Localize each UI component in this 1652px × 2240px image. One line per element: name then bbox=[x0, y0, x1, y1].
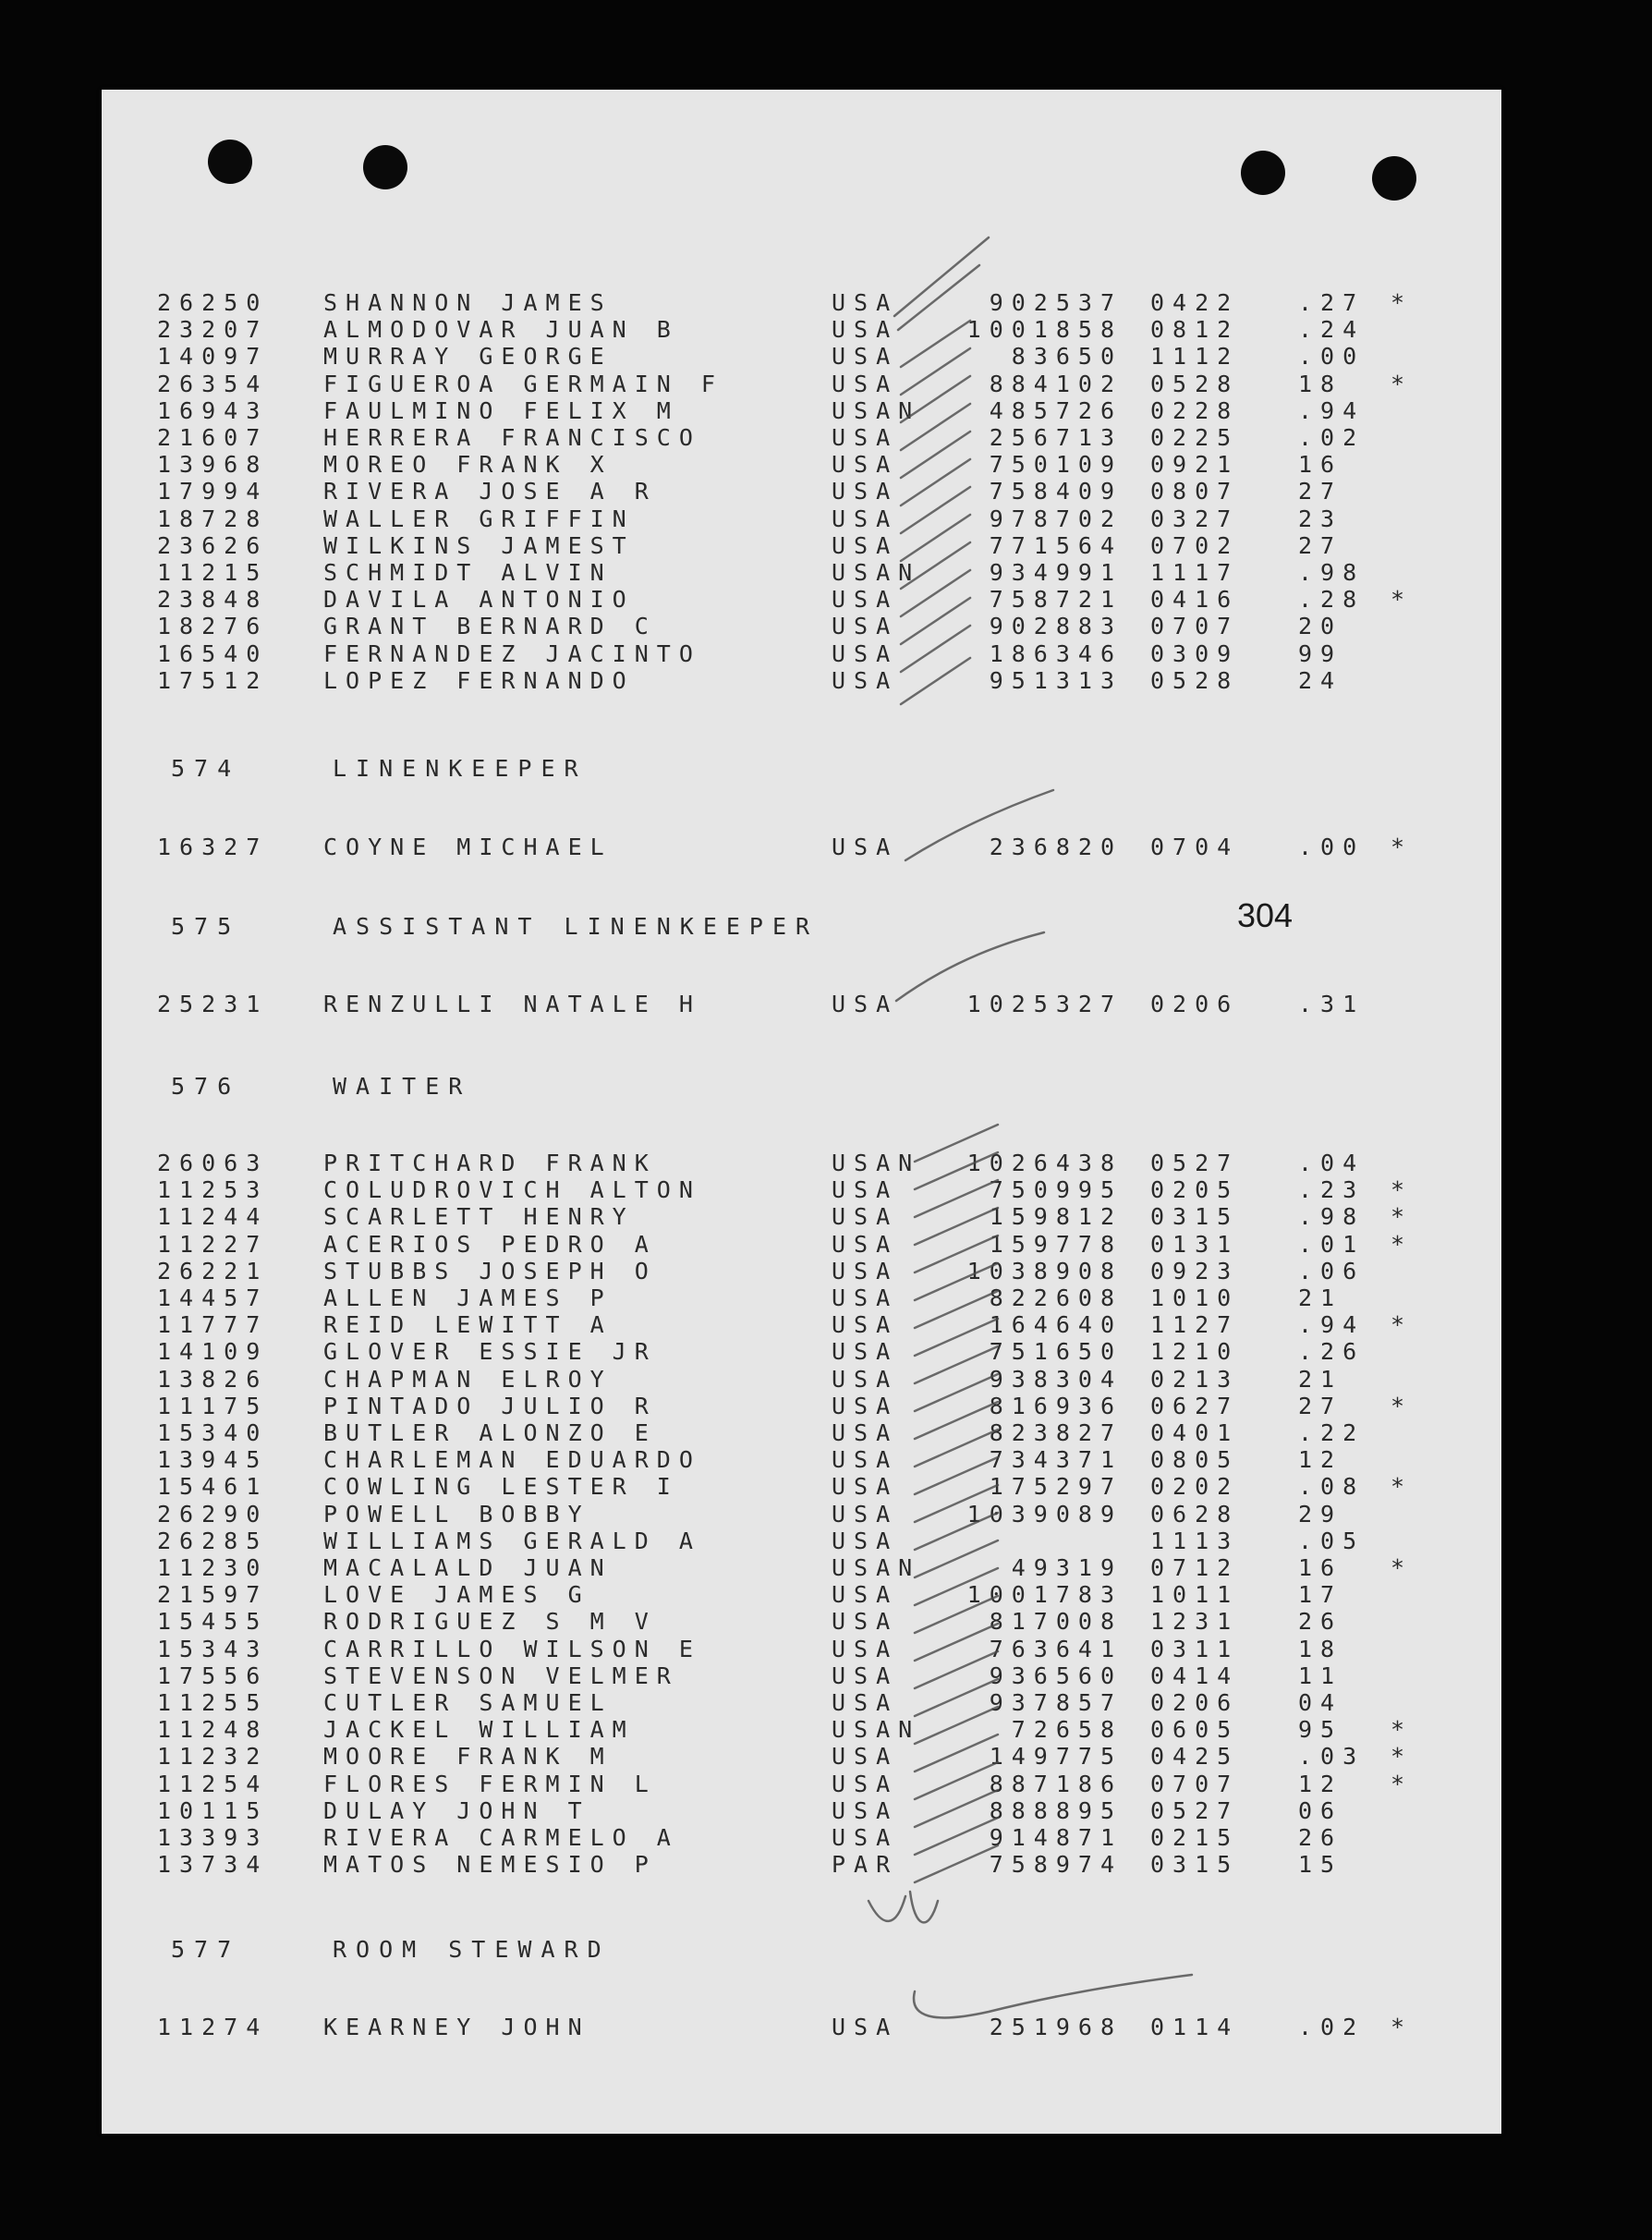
punch-hole bbox=[363, 145, 407, 189]
crew-name: WILLIAMS GERALD A bbox=[323, 1527, 701, 1554]
crew-name: KEARNEY JOHN bbox=[323, 2014, 590, 2040]
citizenship: USA bbox=[832, 1608, 899, 1636]
citizenship: USA bbox=[832, 1581, 899, 1609]
crew-name: JACKEL WILLIAM bbox=[323, 1716, 635, 1744]
amount: 18 bbox=[1298, 370, 1343, 397]
crew-number: 26354 bbox=[157, 370, 269, 397]
date-code: 0311 bbox=[1150, 1635, 1240, 1662]
amount: .00 bbox=[1298, 343, 1366, 371]
citizenship: USA bbox=[832, 343, 899, 371]
date-code: 0213 bbox=[1150, 1365, 1240, 1393]
date-code: 0309 bbox=[1150, 639, 1240, 667]
citizenship: USA bbox=[832, 1338, 899, 1366]
document-number: 83650 bbox=[1011, 343, 1123, 371]
crew-number: 11215 bbox=[157, 559, 269, 586]
crew-name: MOORE FRANK M bbox=[323, 1743, 613, 1771]
document-number: 72658 bbox=[1011, 1716, 1123, 1744]
crew-name: ACERIOS PEDRO A bbox=[323, 1230, 657, 1258]
manifest-page bbox=[102, 90, 1501, 2134]
amount: .26 bbox=[1298, 1338, 1366, 1366]
date-code: 0114 bbox=[1150, 2014, 1240, 2040]
citizenship: USAN bbox=[832, 1716, 921, 1744]
document-number: 888895 bbox=[989, 1796, 1123, 1824]
crew-number: 14109 bbox=[157, 1338, 269, 1366]
punch-hole bbox=[208, 140, 252, 184]
citizenship: USA bbox=[832, 1743, 899, 1771]
citizenship: USA bbox=[832, 991, 899, 1017]
amount: .00 bbox=[1298, 834, 1366, 860]
citizenship: USA bbox=[832, 451, 899, 479]
asterisk-mark: * bbox=[1391, 1473, 1414, 1501]
crew-number: 15455 bbox=[157, 1608, 269, 1636]
date-code: 0707 bbox=[1150, 1770, 1240, 1797]
date-code: 0527 bbox=[1150, 1150, 1240, 1176]
document-number: 902883 bbox=[989, 613, 1123, 640]
citizenship: USA bbox=[832, 1770, 899, 1797]
citizenship: USA bbox=[832, 1796, 899, 1824]
date-code: 0627 bbox=[1150, 1392, 1240, 1419]
amount: 16 bbox=[1298, 451, 1343, 479]
document-number: 750995 bbox=[989, 1176, 1123, 1204]
amount: 26 bbox=[1298, 1608, 1343, 1636]
crew-number: 11274 bbox=[157, 2014, 269, 2040]
citizenship: USA bbox=[832, 478, 899, 505]
asterisk-mark: * bbox=[1391, 834, 1414, 860]
asterisk-mark: * bbox=[1391, 1770, 1414, 1797]
date-code: 0425 bbox=[1150, 1743, 1240, 1771]
document-number: 938304 bbox=[989, 1365, 1123, 1393]
crew-number: 18276 bbox=[157, 613, 269, 640]
amount: 11 bbox=[1298, 1662, 1343, 1689]
crew-name: WILKINS JAMEST bbox=[323, 531, 635, 559]
date-code: 0225 bbox=[1150, 424, 1240, 451]
date-code: 0315 bbox=[1150, 1851, 1240, 1879]
section-code: 575 bbox=[171, 913, 241, 940]
amount: 99 bbox=[1298, 639, 1343, 667]
document-number: 951313 bbox=[989, 666, 1123, 694]
citizenship: PAR bbox=[832, 1851, 899, 1879]
amount: .94 bbox=[1298, 396, 1366, 424]
punch-hole bbox=[1241, 151, 1285, 195]
crew-number: 26285 bbox=[157, 1527, 269, 1554]
citizenship: USA bbox=[832, 1419, 899, 1446]
document-number: 817008 bbox=[989, 1608, 1123, 1636]
crew-number: 26221 bbox=[157, 1257, 269, 1284]
date-code: 0528 bbox=[1150, 666, 1240, 694]
amount: .23 bbox=[1298, 1176, 1366, 1204]
crew-name: FERNANDEZ JACINTO bbox=[323, 639, 701, 667]
crew-number: 25231 bbox=[157, 991, 269, 1017]
crew-name: COLUDROVICH ALTON bbox=[323, 1176, 701, 1204]
amount: 24 bbox=[1298, 666, 1343, 694]
document-number: 758409 bbox=[989, 478, 1123, 505]
document-number: 902537 bbox=[989, 289, 1123, 316]
amount: 95 bbox=[1298, 1716, 1343, 1744]
crew-name: COYNE MICHAEL bbox=[323, 834, 613, 860]
crew-number: 11230 bbox=[157, 1554, 269, 1581]
asterisk-mark: * bbox=[1391, 1176, 1414, 1204]
citizenship: USA bbox=[832, 1392, 899, 1419]
amount: .27 bbox=[1298, 289, 1366, 316]
date-code: 0528 bbox=[1150, 370, 1240, 397]
citizenship: USA bbox=[832, 1203, 899, 1231]
citizenship: USA bbox=[832, 1824, 899, 1851]
crew-number: 13393 bbox=[157, 1824, 269, 1851]
date-code: 0921 bbox=[1150, 451, 1240, 479]
date-code: 1113 bbox=[1150, 1527, 1240, 1554]
crew-number: 11175 bbox=[157, 1392, 269, 1419]
document-number: 914871 bbox=[989, 1824, 1123, 1851]
crew-number: 13734 bbox=[157, 1851, 269, 1879]
crew-name: MOREO FRANK X bbox=[323, 451, 613, 479]
document-number: 159812 bbox=[989, 1203, 1123, 1231]
crew-number: 11777 bbox=[157, 1311, 269, 1339]
date-code: 1112 bbox=[1150, 343, 1240, 371]
section-title: WAITER bbox=[333, 1073, 472, 1100]
citizenship: USAN bbox=[832, 1150, 921, 1176]
date-code: 0805 bbox=[1150, 1446, 1240, 1474]
date-code: 0205 bbox=[1150, 1176, 1240, 1204]
amount: .31 bbox=[1298, 991, 1366, 1017]
date-code: 0202 bbox=[1150, 1473, 1240, 1501]
crew-number: 21607 bbox=[157, 424, 269, 451]
document-number: 750109 bbox=[989, 451, 1123, 479]
document-number: 1039089 bbox=[966, 1500, 1123, 1528]
crew-name: SCHMIDT ALVIN bbox=[323, 559, 613, 586]
crew-number: 11244 bbox=[157, 1203, 269, 1231]
amount: 12 bbox=[1298, 1446, 1343, 1474]
date-code: 1231 bbox=[1150, 1608, 1240, 1636]
date-code: 0131 bbox=[1150, 1230, 1240, 1258]
citizenship: USA bbox=[832, 1257, 899, 1284]
date-code: 1210 bbox=[1150, 1338, 1240, 1366]
document-number: 734371 bbox=[989, 1446, 1123, 1474]
crew-number: 15461 bbox=[157, 1473, 269, 1501]
section-title: ASSISTANT LINENKEEPER bbox=[333, 913, 820, 940]
citizenship: USA bbox=[832, 1284, 899, 1311]
crew-number: 26250 bbox=[157, 289, 269, 316]
crew-number: 13945 bbox=[157, 1446, 269, 1474]
amount: 23 bbox=[1298, 505, 1343, 532]
crew-number: 13826 bbox=[157, 1365, 269, 1393]
date-code: 0527 bbox=[1150, 1796, 1240, 1824]
date-code: 0707 bbox=[1150, 613, 1240, 640]
crew-name: MURRAY GEORGE bbox=[323, 343, 613, 371]
document-number: 1026438 bbox=[966, 1150, 1123, 1176]
date-code: 1010 bbox=[1150, 1284, 1240, 1311]
citizenship: USA bbox=[832, 289, 899, 316]
citizenship: USA bbox=[832, 1500, 899, 1528]
document-number: 937857 bbox=[989, 1689, 1123, 1716]
crew-number: 23207 bbox=[157, 316, 269, 344]
document-number: 1025327 bbox=[966, 991, 1123, 1017]
crew-name: STEVENSON VELMER bbox=[323, 1662, 679, 1689]
crew-name: DAVILA ANTONIO bbox=[323, 586, 635, 614]
crew-name: MACALALD JUAN bbox=[323, 1554, 613, 1581]
date-code: 0712 bbox=[1150, 1554, 1240, 1581]
crew-number: 11248 bbox=[157, 1716, 269, 1744]
date-code: 0923 bbox=[1150, 1257, 1240, 1284]
crew-number: 18728 bbox=[157, 505, 269, 532]
amount: 21 bbox=[1298, 1365, 1343, 1393]
crew-name: HERRERA FRANCISCO bbox=[323, 424, 701, 451]
date-code: 1127 bbox=[1150, 1311, 1240, 1339]
crew-number: 11253 bbox=[157, 1176, 269, 1204]
citizenship: USA bbox=[832, 1365, 899, 1393]
crew-number: 23848 bbox=[157, 586, 269, 614]
crew-name: COWLING LESTER I bbox=[323, 1473, 679, 1501]
crew-name: RIVERA CARMELO A bbox=[323, 1824, 679, 1851]
crew-number: 26290 bbox=[157, 1500, 269, 1528]
section-title: LINENKEEPER bbox=[333, 755, 588, 782]
asterisk-mark: * bbox=[1391, 2014, 1414, 2040]
citizenship: USA bbox=[832, 1635, 899, 1662]
crew-name: PINTADO JULIO R bbox=[323, 1392, 657, 1419]
document-number: 149775 bbox=[989, 1743, 1123, 1771]
document-number: 936560 bbox=[989, 1662, 1123, 1689]
date-code: 0807 bbox=[1150, 478, 1240, 505]
citizenship: USA bbox=[832, 613, 899, 640]
amount: .04 bbox=[1298, 1150, 1366, 1176]
amount: .94 bbox=[1298, 1311, 1366, 1339]
crew-number: 11232 bbox=[157, 1743, 269, 1771]
document-number: 485726 bbox=[989, 396, 1123, 424]
crew-name: CARRILLO WILSON E bbox=[323, 1635, 701, 1662]
amount: .24 bbox=[1298, 316, 1366, 344]
crew-name: STUBBS JOSEPH O bbox=[323, 1257, 657, 1284]
crew-number: 16943 bbox=[157, 396, 269, 424]
crew-name: CUTLER SAMUEL bbox=[323, 1689, 613, 1716]
crew-name: PRITCHARD FRANK bbox=[323, 1150, 657, 1176]
crew-name: SHANNON JAMES bbox=[323, 289, 613, 316]
document-number: 1038908 bbox=[966, 1257, 1123, 1284]
document-number: 758974 bbox=[989, 1851, 1123, 1879]
date-code: 0206 bbox=[1150, 991, 1240, 1017]
crew-number: 14457 bbox=[157, 1284, 269, 1311]
document-number: 256713 bbox=[989, 424, 1123, 451]
asterisk-mark: * bbox=[1391, 1311, 1414, 1339]
crew-number: 16540 bbox=[157, 639, 269, 667]
asterisk-mark: * bbox=[1391, 1716, 1414, 1744]
citizenship: USA bbox=[832, 1176, 899, 1204]
date-code: 0206 bbox=[1150, 1689, 1240, 1716]
document-number: 251968 bbox=[989, 2014, 1123, 2040]
crew-name: WALLER GRIFFIN bbox=[323, 505, 635, 532]
amount: .03 bbox=[1298, 1743, 1366, 1771]
amount: 26 bbox=[1298, 1824, 1343, 1851]
crew-name: ALLEN JAMES P bbox=[323, 1284, 613, 1311]
section-code: 576 bbox=[171, 1073, 241, 1100]
asterisk-mark: * bbox=[1391, 1203, 1414, 1231]
crew-name: LOPEZ FERNANDO bbox=[323, 666, 635, 694]
crew-number: 11227 bbox=[157, 1230, 269, 1258]
crew-name: FIGUEROA GERMAIN F bbox=[323, 370, 723, 397]
amount: 29 bbox=[1298, 1500, 1343, 1528]
date-code: 0416 bbox=[1150, 586, 1240, 614]
amount: 27 bbox=[1298, 531, 1343, 559]
amount: .98 bbox=[1298, 559, 1366, 586]
punch-hole bbox=[1372, 156, 1416, 201]
document-number: 1001783 bbox=[966, 1581, 1123, 1609]
crew-name: LOVE JAMES G bbox=[323, 1581, 590, 1609]
date-code: 0215 bbox=[1150, 1824, 1240, 1851]
date-code: 0401 bbox=[1150, 1419, 1240, 1446]
amount: 04 bbox=[1298, 1689, 1343, 1716]
citizenship: USA bbox=[832, 1662, 899, 1689]
date-code: 1011 bbox=[1150, 1581, 1240, 1609]
crew-number: 10115 bbox=[157, 1796, 269, 1824]
crew-name: POWELL BOBBY bbox=[323, 1500, 590, 1528]
section-title: ROOM STEWARD bbox=[333, 1936, 611, 1963]
amount: .05 bbox=[1298, 1527, 1366, 1554]
amount: 16 bbox=[1298, 1554, 1343, 1581]
asterisk-mark: * bbox=[1391, 289, 1414, 316]
amount: .22 bbox=[1298, 1419, 1366, 1446]
document-number: 159778 bbox=[989, 1230, 1123, 1258]
date-code: 0704 bbox=[1150, 834, 1240, 860]
amount: .06 bbox=[1298, 1257, 1366, 1284]
crew-number: 17556 bbox=[157, 1662, 269, 1689]
citizenship: USA bbox=[832, 666, 899, 694]
crew-name: RENZULLI NATALE H bbox=[323, 991, 701, 1017]
document-number: 758721 bbox=[989, 586, 1123, 614]
amount: 20 bbox=[1298, 613, 1343, 640]
amount: 18 bbox=[1298, 1635, 1343, 1662]
amount: .02 bbox=[1298, 424, 1366, 451]
amount: .02 bbox=[1298, 2014, 1366, 2040]
date-code: 0315 bbox=[1150, 1203, 1240, 1231]
citizenship: USA bbox=[832, 316, 899, 344]
citizenship: USAN bbox=[832, 1554, 921, 1581]
crew-name: SCARLETT HENRY bbox=[323, 1203, 635, 1231]
crew-name: REID LEWITT A bbox=[323, 1311, 613, 1339]
date-code: 0628 bbox=[1150, 1500, 1240, 1528]
crew-number: 23626 bbox=[157, 531, 269, 559]
asterisk-mark: * bbox=[1391, 1230, 1414, 1258]
document-number: 49319 bbox=[1011, 1554, 1123, 1581]
document-number: 822608 bbox=[989, 1284, 1123, 1311]
asterisk-mark: * bbox=[1391, 1392, 1414, 1419]
section-code: 574 bbox=[171, 755, 241, 782]
document-number: 236820 bbox=[989, 834, 1123, 860]
asterisk-mark: * bbox=[1391, 586, 1414, 614]
citizenship: USA bbox=[832, 1527, 899, 1554]
amount: 17 bbox=[1298, 1581, 1343, 1609]
citizenship: USA bbox=[832, 1473, 899, 1501]
date-code: 0414 bbox=[1150, 1662, 1240, 1689]
crew-number: 16327 bbox=[157, 834, 269, 860]
asterisk-mark: * bbox=[1391, 1743, 1414, 1771]
amount: 06 bbox=[1298, 1796, 1343, 1824]
amount: .98 bbox=[1298, 1203, 1366, 1231]
crew-name: RODRIGUEZ S M V bbox=[323, 1608, 657, 1636]
citizenship: USA bbox=[832, 834, 899, 860]
crew-name: MATOS NEMESIO P bbox=[323, 1851, 657, 1879]
crew-name: CHARLEMAN EDUARDO bbox=[323, 1446, 701, 1474]
crew-name: GRANT BERNARD C bbox=[323, 613, 657, 640]
amount: 27 bbox=[1298, 1392, 1343, 1419]
document-number: 751650 bbox=[989, 1338, 1123, 1366]
citizenship: USAN bbox=[832, 396, 921, 424]
citizenship: USA bbox=[832, 586, 899, 614]
citizenship: USA bbox=[832, 1230, 899, 1258]
amount: .08 bbox=[1298, 1473, 1366, 1501]
document-number: 186346 bbox=[989, 639, 1123, 667]
document-number: 763641 bbox=[989, 1635, 1123, 1662]
asterisk-mark: * bbox=[1391, 1554, 1414, 1581]
amount: 21 bbox=[1298, 1284, 1343, 1311]
document-number: 884102 bbox=[989, 370, 1123, 397]
citizenship: USA bbox=[832, 2014, 899, 2040]
crew-name: FAULMINO FELIX M bbox=[323, 396, 679, 424]
citizenship: USAN bbox=[832, 559, 921, 586]
crew-name: FLORES FERMIN L bbox=[323, 1770, 657, 1797]
citizenship: USA bbox=[832, 424, 899, 451]
document-number: 771564 bbox=[989, 531, 1123, 559]
amount: 12 bbox=[1298, 1770, 1343, 1797]
document-number: 816936 bbox=[989, 1392, 1123, 1419]
date-code: 0702 bbox=[1150, 531, 1240, 559]
document-number: 887186 bbox=[989, 1770, 1123, 1797]
pencil-checkmarks bbox=[102, 90, 1501, 2134]
crew-name: GLOVER ESSIE JR bbox=[323, 1338, 657, 1366]
date-code: 0605 bbox=[1150, 1716, 1240, 1744]
crew-number: 21597 bbox=[157, 1581, 269, 1609]
amount: .01 bbox=[1298, 1230, 1366, 1258]
crew-number: 13968 bbox=[157, 451, 269, 479]
crew-number: 15343 bbox=[157, 1635, 269, 1662]
amount: .28 bbox=[1298, 586, 1366, 614]
crew-number: 17994 bbox=[157, 478, 269, 505]
citizenship: USA bbox=[832, 531, 899, 559]
date-code: 0228 bbox=[1150, 396, 1240, 424]
date-code: 0812 bbox=[1150, 316, 1240, 344]
date-code: 0422 bbox=[1150, 289, 1240, 316]
document-number: 934991 bbox=[989, 559, 1123, 586]
citizenship: USA bbox=[832, 1446, 899, 1474]
citizenship: USA bbox=[832, 639, 899, 667]
asterisk-mark: * bbox=[1391, 370, 1414, 397]
document-number: 823827 bbox=[989, 1419, 1123, 1446]
citizenship: USA bbox=[832, 370, 899, 397]
section-code: 577 bbox=[171, 1936, 241, 1963]
crew-number: 11255 bbox=[157, 1689, 269, 1716]
date-code: 0327 bbox=[1150, 505, 1240, 532]
crew-name: DULAY JOHN T bbox=[323, 1796, 590, 1824]
document-number: 978702 bbox=[989, 505, 1123, 532]
crew-number: 26063 bbox=[157, 1150, 269, 1176]
crew-name: ALMODOVAR JUAN B bbox=[323, 316, 679, 344]
page-number: 304 bbox=[1237, 896, 1294, 934]
crew-name: CHAPMAN ELROY bbox=[323, 1365, 613, 1393]
crew-number: 17512 bbox=[157, 666, 269, 694]
crew-number: 11254 bbox=[157, 1770, 269, 1797]
document-number: 175297 bbox=[989, 1473, 1123, 1501]
crew-number: 14097 bbox=[157, 343, 269, 371]
crew-name: BUTLER ALONZO E bbox=[323, 1419, 657, 1446]
crew-name: RIVERA JOSE A R bbox=[323, 478, 657, 505]
citizenship: USA bbox=[832, 505, 899, 532]
crew-number: 15340 bbox=[157, 1419, 269, 1446]
amount: 15 bbox=[1298, 1851, 1343, 1879]
amount: 27 bbox=[1298, 478, 1343, 505]
citizenship: USA bbox=[832, 1311, 899, 1339]
citizenship: USA bbox=[832, 1689, 899, 1716]
date-code: 1117 bbox=[1150, 559, 1240, 586]
document-number: 164640 bbox=[989, 1311, 1123, 1339]
document-number: 1001858 bbox=[966, 316, 1123, 344]
